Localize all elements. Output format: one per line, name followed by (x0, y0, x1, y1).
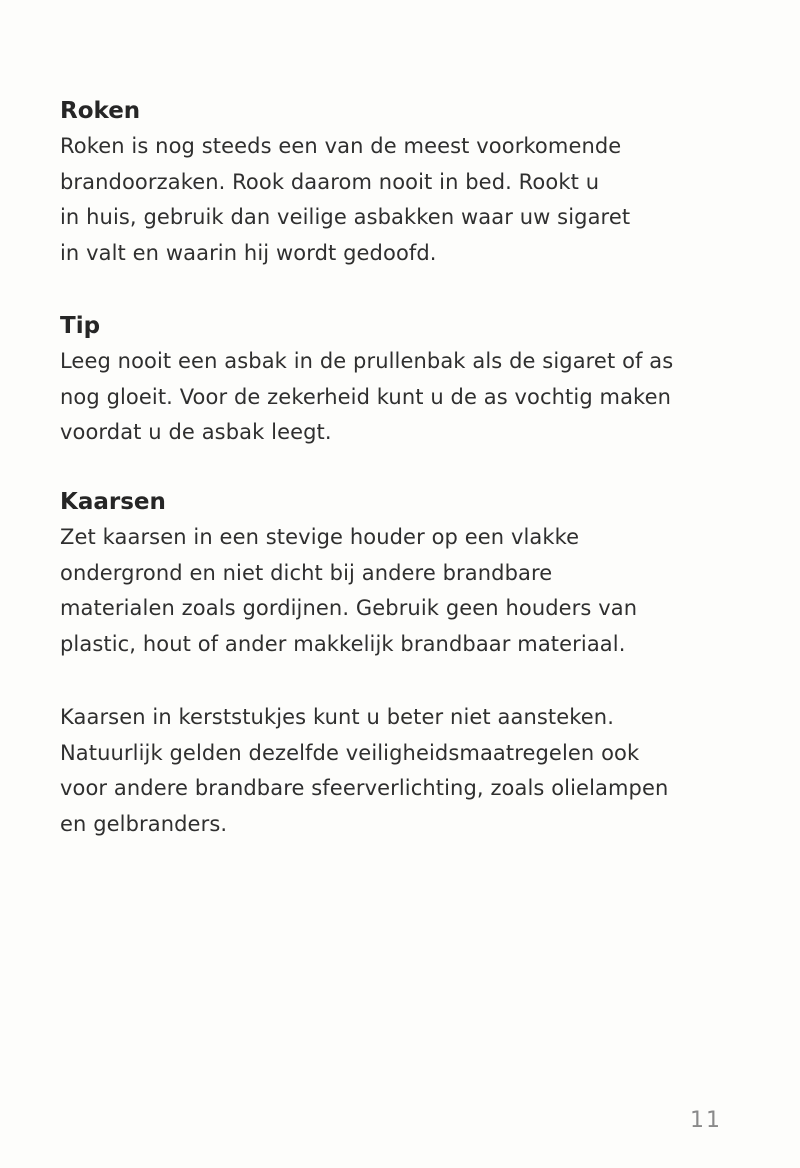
text-line: voor andere brandbare sfeerverlichting, zoals olielampen (60, 776, 669, 800)
text-line: Natuurlijk gelden dezelfde veiligheidsmaatregelen ook (60, 740, 640, 765)
text-line: Zet kaarsen in een stevige houder op een vlakke (60, 525, 580, 549)
text-line: voordat u de asbak leegt. (60, 420, 332, 444)
section-kaarsen (60, 484, 750, 662)
text-line: plastic, hout of ander makkelijk brandbaar materiaal. (60, 631, 626, 656)
section-heading: Roken (60, 98, 141, 124)
section-heading: Kaarsen (60, 489, 166, 515)
section-paragraph (60, 520, 750, 662)
section-paragraph (60, 700, 750, 842)
text-line: nog gloeit. Voor de zekerheid kunt u de as vochtig maken (60, 384, 672, 409)
section-paragraph (60, 129, 750, 271)
page-number: 11 (690, 1108, 722, 1133)
text-line: materialen zoals gordijnen. Gebruik geen houders van (60, 596, 638, 620)
text-line: Leeg nooit een asbak in de prullenbak als de sigaret of as (60, 349, 674, 373)
section-tip (60, 308, 750, 451)
text-line: in valt en waarin hij wordt gedoofd. (60, 240, 437, 265)
section-kaarsen-continued (60, 700, 750, 842)
text-line: Roken is nog steeds een van de meest voorkomende (60, 134, 622, 158)
section-heading: Tip (60, 313, 101, 339)
text-line: ondergrond en niet dicht bij andere brandbare (60, 560, 553, 585)
text-line: brandoorzaken. Rook daarom nooit in bed. Rookt u (60, 169, 600, 194)
section-paragraph (60, 344, 750, 451)
text-line: en gelbranders. (60, 811, 228, 836)
text-line: in huis, gebruik dan veilige asbakken waar uw sigaret (60, 205, 631, 229)
section-roken (60, 93, 750, 271)
text-line: Kaarsen in kerststukjes kunt u beter niet aansteken. (60, 705, 614, 729)
